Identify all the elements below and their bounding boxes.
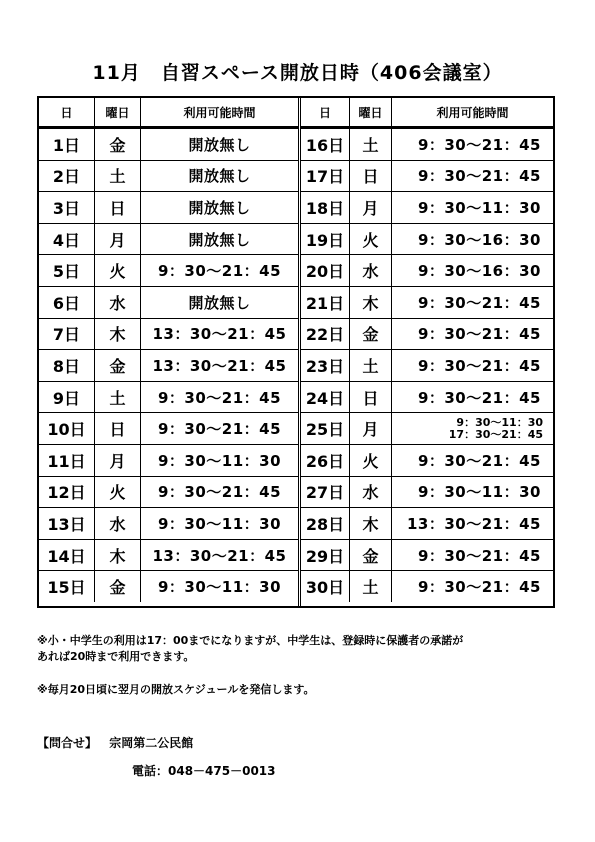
table-row [301,286,553,318]
weekday-cell: 木 [94,319,140,350]
table-row [301,254,553,286]
weekday-cell: 月 [349,192,391,223]
table-row [39,254,298,286]
day-cell: 12日 [47,483,86,503]
hours-cell: 9：30～21：45 [391,445,553,476]
hours-cell: 9：30～21：45 [391,571,553,602]
note-usage [37,633,463,665]
table-row [39,476,298,508]
table-row [301,444,553,476]
weekday-cell: 金 [94,571,140,602]
note-line: あれば20時まで利用できます。 [37,650,195,663]
hours-cell: 9：30～21：45 [391,129,553,160]
hours-cell: 9：30～11：30 [140,508,298,539]
contact-phone: 電話：048－475－0013 [132,764,276,778]
weekday-cell: 火 [94,477,140,508]
day-cell: 11日 [47,451,86,471]
table-row [301,128,553,160]
table-row [39,160,298,192]
day-cell: 24日 [305,388,345,408]
day-cell: 19日 [305,230,345,250]
hours-cell: 9：30～21：45 [391,540,553,571]
weekday-cell: 木 [94,540,140,571]
table-row [301,349,553,381]
day-cell: 5日 [52,262,81,282]
weekday-cell: 月 [349,413,391,444]
day-cell: 23日 [305,356,345,376]
hours-cell: 9：30～21：45 [140,477,298,508]
table-row [301,223,553,255]
hours-cell: 9：30～21：45 [391,319,553,350]
table-row [301,318,553,350]
hours-line: 17：30～21：45 [448,427,543,441]
hours-cell: 9：30～21：45 [140,255,298,286]
header-day: 日 [60,105,73,120]
day-cell: 25日 [305,420,345,440]
contact-line [37,734,193,751]
day-cell: 4日 [52,230,81,250]
weekday-cell: 金 [94,129,140,160]
schedule-table [37,96,555,608]
weekday-cell: 木 [349,287,391,318]
table-header-row [301,98,553,128]
day-cell: 9日 [52,388,81,408]
header-hours: 利用可能時間 [140,98,298,126]
hours-cell: 9：30～21：45 [391,350,553,381]
hours-cell: 13：30～21：45 [140,319,298,350]
day-cell: 8日 [52,356,81,376]
day-cell: 17日 [305,167,345,187]
weekday-cell: 月 [94,445,140,476]
day-cell: 26日 [305,451,345,471]
weekday-cell: 火 [94,255,140,286]
hours-cell: 9：30～11：30 [391,477,553,508]
table-row [39,128,298,160]
note-line: ※毎月20日頃に翌月の開放スケジュールを発信します。 [37,683,315,696]
table-row [39,381,298,413]
header-day: 日 [318,105,331,120]
table-row [39,412,298,444]
day-cell: 1日 [52,135,81,155]
weekday-cell: 土 [94,161,140,192]
weekday-cell: 日 [94,192,140,223]
day-cell: 6日 [52,293,81,313]
table-row [301,570,553,602]
hours-cell: 開放無し [140,161,298,192]
table-row [301,160,553,192]
day-cell: 2日 [52,167,81,187]
day-cell: 27日 [305,483,345,503]
weekday-cell: 木 [349,508,391,539]
schedule-right-half [301,98,553,606]
hours-cell: 9：30～11：30 [140,571,298,602]
weekday-cell: 水 [94,508,140,539]
contact-name: 宗岡第二公民館 [109,736,194,750]
page-title: 11月 自習スペース開放日時（406会議室） [92,62,503,84]
weekday-cell: 日 [349,161,391,192]
table-row [39,444,298,476]
hours-cell: 開放無し [140,224,298,255]
hours-cell: 開放無し [140,192,298,223]
hours-cell: 開放無し [140,129,298,160]
weekday-cell: 土 [94,382,140,413]
day-cell: 15日 [47,578,86,598]
day-cell: 7日 [52,325,81,345]
table-row [39,507,298,539]
table-row [301,476,553,508]
table-row [39,539,298,571]
weekday-cell: 土 [349,350,391,381]
weekday-cell: 土 [349,571,391,602]
weekday-cell: 水 [94,287,140,318]
table-row [39,570,298,602]
header-weekday: 曜日 [349,98,391,126]
hours-cell: 13：30～21：45 [140,350,298,381]
day-cell: 14日 [47,546,86,566]
note-schedule [37,682,314,698]
table-row [39,286,298,318]
contact-label: 【問合せ】 [37,736,98,750]
weekday-cell: 水 [349,255,391,286]
weekday-cell: 水 [349,477,391,508]
table-row [301,539,553,571]
day-cell: 21日 [305,293,345,313]
day-cell: 18日 [305,198,345,218]
hours-cell: 13：30～21：45 [140,540,298,571]
hours-cell: 9：30～11：30 [391,192,553,223]
weekday-cell: 日 [94,413,140,444]
table-row [301,381,553,413]
hours-cell: 13：30～21：45 [391,508,553,539]
day-cell: 13日 [47,514,86,534]
weekday-cell: 日 [349,382,391,413]
day-cell: 10日 [47,420,86,440]
hours-cell: 9：30～21：45 [391,161,553,192]
day-cell: 28日 [305,514,345,534]
table-row [301,412,553,444]
hours-cell: 開放無し [140,287,298,318]
hours-cell: 9：30～21：45 [140,413,298,444]
table-row [39,223,298,255]
weekday-cell: 金 [94,350,140,381]
day-cell: 22日 [305,325,345,345]
weekday-cell: 月 [94,224,140,255]
note-line: ※小・中学生の利用は17：00までになりますが、中学生は、登録時に保護者の承諾が [37,634,464,647]
hours-cell: 9：30～16：30 [391,255,553,286]
weekday-cell: 金 [349,540,391,571]
table-row [301,507,553,539]
hours-cell: 9：30～16：30 [391,224,553,255]
hours-cell: 9：30～21：45 [140,382,298,413]
day-cell: 30日 [305,578,345,598]
table-row [39,191,298,223]
schedule-left-half [39,98,298,606]
hours-cell [391,413,553,444]
weekday-cell: 金 [349,319,391,350]
weekday-cell: 火 [349,224,391,255]
day-cell: 3日 [52,198,81,218]
header-weekday: 曜日 [94,98,140,126]
hours-line: 9：30～11：30 [456,415,543,429]
hours-cell: 9：30～21：45 [391,287,553,318]
weekday-cell: 火 [349,445,391,476]
table-header-row [39,98,298,128]
header-hours: 利用可能時間 [391,98,553,126]
table-row [301,191,553,223]
day-cell: 16日 [305,135,345,155]
hours-cell: 9：30～21：45 [391,382,553,413]
table-row [39,318,298,350]
weekday-cell: 土 [349,129,391,160]
table-row [39,349,298,381]
day-cell: 29日 [305,546,345,566]
hours-cell: 9：30～11：30 [140,445,298,476]
day-cell: 20日 [305,262,345,282]
